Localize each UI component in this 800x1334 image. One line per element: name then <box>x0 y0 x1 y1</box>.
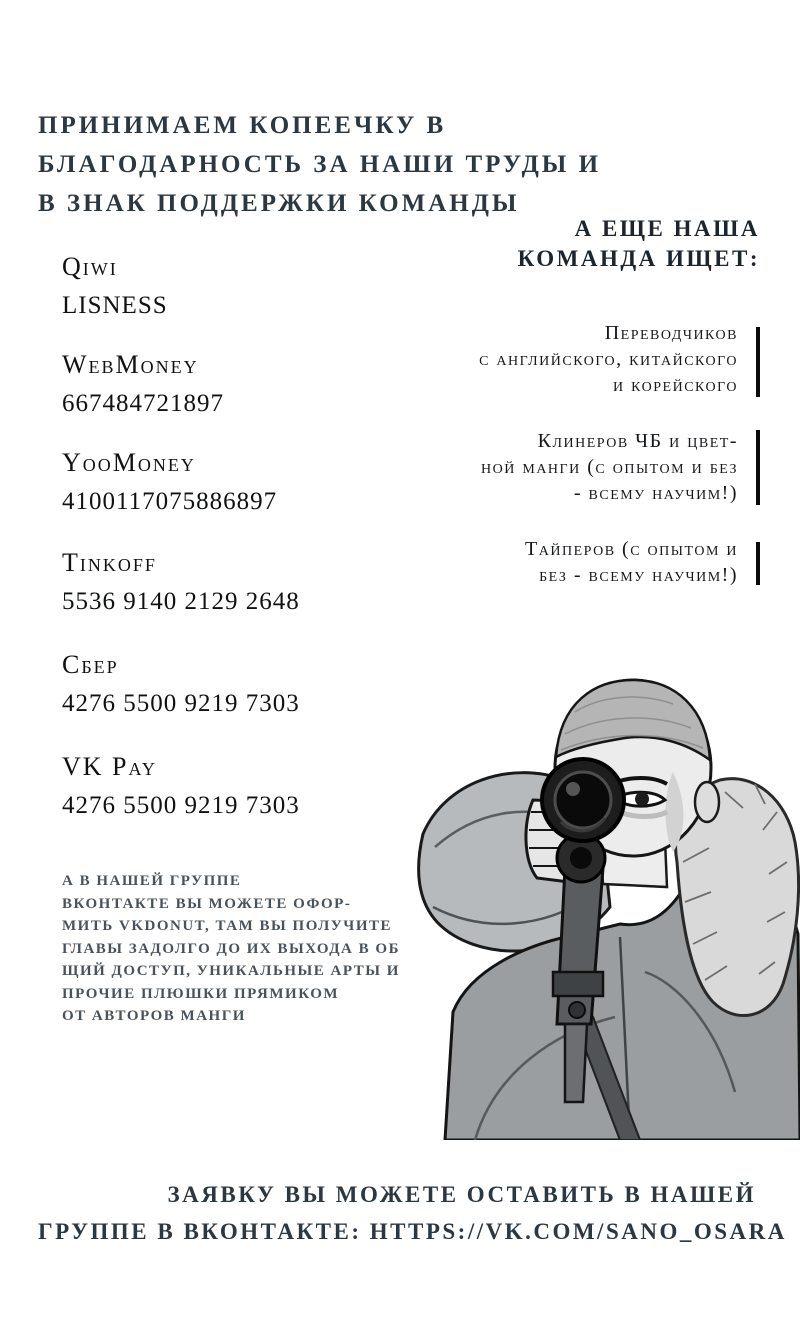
payment-item-yoomoney <box>62 448 277 517</box>
payment-item-vkpay <box>62 752 300 821</box>
paragraph-line: ВКОНТАКТЕ ВЫ МОЖЕТЕ ОФОР- <box>62 895 352 912</box>
recruit-header <box>518 214 760 274</box>
payment-account: 5536 9140 2129 2648 <box>62 588 300 615</box>
rifle-aim-illustration <box>415 672 800 1140</box>
paragraph-line: ОТ АВТОРОВ МАНГИ <box>62 1008 246 1024</box>
paragraph-line: ГЛАВЫ ЗАДОЛГО ДО ИХ ВЫХОДА В ОБ <box>62 940 400 957</box>
payment-item-webmoney <box>62 350 224 419</box>
donation-header-line: ПРИНИМАЕМ КОПЕЕЧКУ В <box>38 112 447 139</box>
payment-item-sber <box>62 650 300 719</box>
payment-account: 4276 5500 9219 7303 <box>62 690 300 717</box>
recruit-line: Тайперов (с опытом и <box>525 538 738 560</box>
payment-label: VK Pay <box>62 752 157 781</box>
recruit-line: и корейского <box>613 374 738 396</box>
payment-label: WebMoney <box>62 350 199 379</box>
footer-line: ЗАЯВКУ ВЫ МОЖЕТЕ ОСТАВИТЬ В НАШЕЙ <box>167 1182 756 1207</box>
payment-account: LISNESS <box>62 292 168 319</box>
donation-header-line: БЛАГОДАРНОСТЬ ЗА НАШИ ТРУДЫ И <box>38 151 602 178</box>
paragraph-line: ПРОЧИЕ ПЛЮШКИ ПРЯМИКОМ <box>62 985 340 1002</box>
recruit-line: Переводчиков <box>604 322 738 344</box>
payment-label: YooMoney <box>62 448 196 477</box>
donation-header-line: В ЗНАК ПОДДЕРЖКИ КОМАНДЫ <box>38 190 520 217</box>
payment-item-qiwi <box>62 252 168 321</box>
recruit-line: Клинеров ЧБ и цвет- <box>537 430 738 452</box>
paragraph-line: ЩИЙ ДОСТУП, УНИКАЛЬНЫЕ АРТЫ И <box>62 963 400 979</box>
footer-cta <box>38 1176 787 1250</box>
footer-vk-link: ГРУППЕ В ВКОНТАКТЕ: HTTPS://VK.COM/SANO_OSARA <box>38 1219 787 1244</box>
payment-account: 4276 5500 9219 7303 <box>62 792 300 819</box>
recruit-line: - всему научим!) <box>573 482 738 504</box>
payment-item-tinkoff <box>62 548 300 617</box>
recruit-header-line: А ЕЩЕ НАША <box>574 216 760 241</box>
payment-label: Tinkoff <box>62 548 157 577</box>
paragraph-line: А В НАШЕЙ ГРУППЕ <box>62 873 242 889</box>
recruit-header-line: КОМАНДА ИЩЕТ: <box>517 246 760 271</box>
recruit-item-cleaners <box>481 428 738 506</box>
payment-label: Qiwi <box>62 252 118 281</box>
payment-account: 4100117075886897 <box>62 488 278 515</box>
recruit-line: ной манги (с опытом и без <box>481 456 738 478</box>
recruit-item-typesetters <box>525 536 738 588</box>
vkdonut-paragraph <box>62 870 400 1028</box>
paragraph-line: МИТЬ VKDONUT, ТАМ ВЫ ПОЛУЧИТЕ <box>62 918 392 934</box>
recruit-divider-bar <box>756 542 760 585</box>
recruit-divider-bar <box>756 327 760 397</box>
payment-label: Сбер <box>62 650 119 679</box>
recruit-divider-bar <box>756 430 760 505</box>
recruit-line: без - всему научим!) <box>539 564 738 586</box>
recruit-item-translators <box>479 320 738 398</box>
payment-account: 667484721897 <box>62 390 224 417</box>
donation-header <box>38 106 601 223</box>
recruit-line: с английского, китайского <box>479 348 738 370</box>
